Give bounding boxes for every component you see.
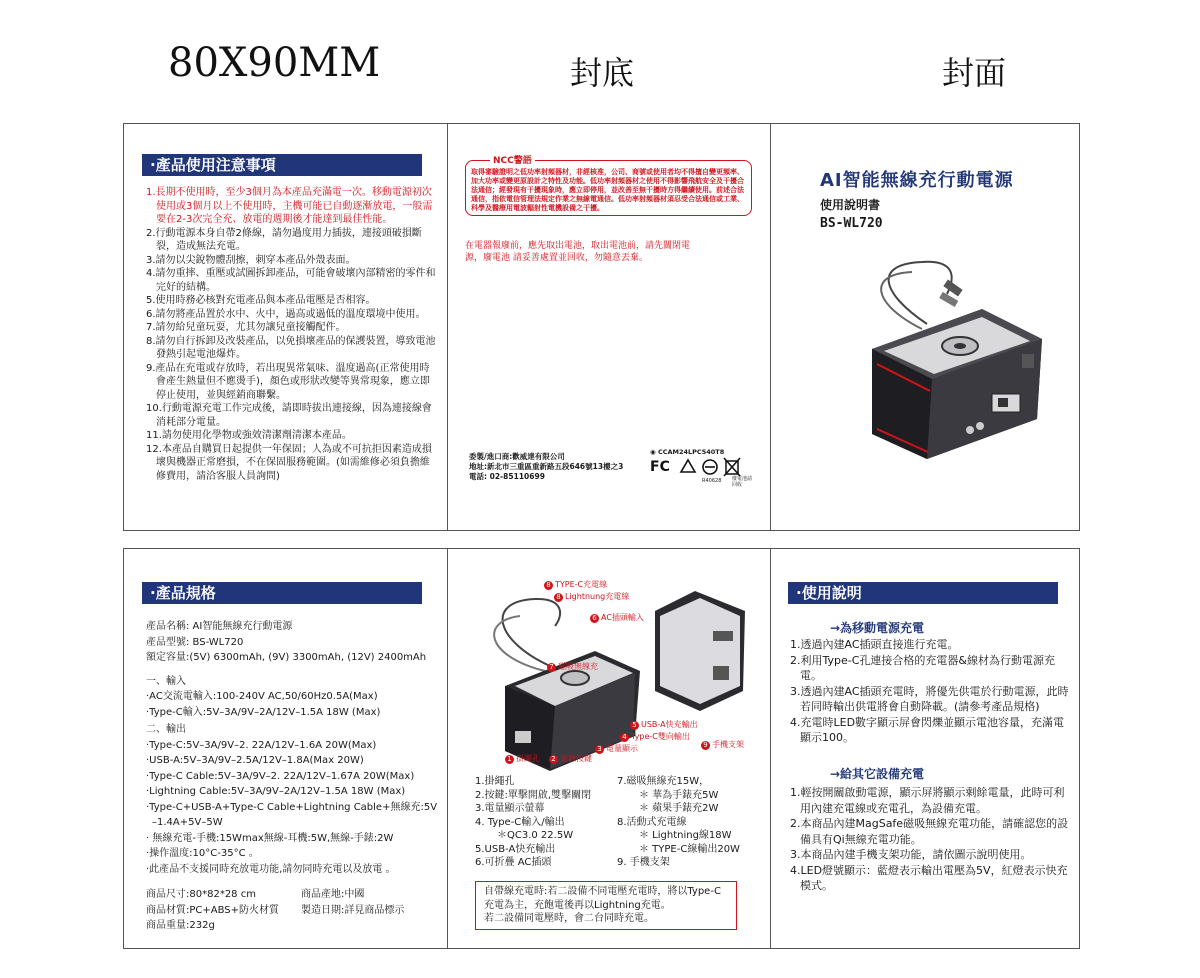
part-item: ＊QC3.0 22.5W — [497, 830, 574, 841]
sheet-inside — [123, 548, 1080, 949]
charging-note-box — [475, 881, 737, 930]
callout-battery-display: 3 電量顯示 — [595, 743, 638, 754]
spec-output: ·Type-C+USB-A+Type-C Cable+Lightning Cable+無線充:5V — [146, 801, 438, 813]
part-item: ＊ Lightning線18W — [639, 830, 732, 841]
precaution-item: 10.行動電源充電工作完成後，請即時拔出連接線，因為連接線會消耗部分電量。 — [146, 403, 432, 428]
callout-magnetic-wireless: 7 磁吸無線充 — [547, 661, 598, 672]
callout-lanyard-hole: 1 掛繩孔 — [505, 753, 540, 764]
company-phone: 電話: 02-85110699 — [469, 472, 545, 481]
usage-heading: ·使用說明 — [788, 582, 1058, 604]
part-item: 8.活動式充電線 — [617, 816, 687, 828]
charge-devices-title: →給其它設備充電 — [830, 767, 925, 781]
recycle-icon — [681, 460, 695, 472]
part-item: 6.可折疊 AC插頭 — [475, 857, 552, 868]
spec-size: 商品尺寸:80*82*28 cm — [146, 889, 256, 900]
company-info — [469, 452, 649, 482]
spec-input-title: 一、輸入 — [146, 675, 186, 687]
precaution-item: 7.請勿給兒童玩耍，尤其勿讓兒童接觸配件。 — [146, 322, 346, 333]
callout-typec-port: 4 Type-C雙向輸出 — [620, 731, 690, 742]
spec-line: 額定容量:(5V) 6300mAh, (9V) 3300mAh, (12V) 2400mAh — [146, 652, 427, 663]
spec-output: –1.4A+5V–5W — [152, 817, 223, 828]
ncc-circle-icon: ◉ — [650, 448, 656, 456]
usage-item: 1.透過內建AC插頭直接進行充電。 — [790, 638, 959, 651]
part-item: 3.電量顯示螢幕 — [475, 803, 545, 814]
callout-power-button: 2 電源按鍵 — [549, 753, 592, 764]
precaution-item: 4.請勿重摔、重壓或試圖拆卸產品，可能會破壞內部精密的零件和完好的結構。 — [146, 268, 436, 293]
spec-output: ·Type-C:5V–3A/9V–2. 22A/12V–1.6A 20W(Max) — [146, 739, 377, 751]
charge-devices-list — [790, 785, 1070, 894]
front-cover-label: 封面 — [942, 54, 1007, 92]
charge-powerbank-title: →為移動電源充電 — [830, 621, 925, 635]
back-cover-label: 封底 — [570, 54, 635, 92]
spec-row — [146, 887, 446, 903]
spec-output: ·USB-A:5V–3A/9V–2.5A/12V–1.8A(Max 20W) — [146, 755, 364, 766]
part-item: ＊ TYPE-C線輸出20W — [639, 843, 740, 855]
spec-line: 產品名稱: AI智能無線充行動電源 — [146, 621, 293, 632]
ncc-id-text: CCAM24LPC540T8 — [657, 448, 725, 456]
product-image — [832, 254, 1052, 464]
precaution-item: 1.長期不使用時，至少3個月為本產品充滿電一次。移動電源初次使用或3個月以上不使用時，主機可能已自動逐漸放電，一般需要在2-3次完全充、放電的週期後才能達到最佳性能。 — [146, 187, 433, 225]
spec-input: ·Type-C輸入:5V–3A/9V–2A/12V–1.5A 18W (Max) — [146, 706, 381, 718]
specs-heading: ·產品規格 — [142, 582, 422, 604]
bin-icon — [724, 458, 740, 476]
ncc-id — [650, 448, 765, 456]
callout-typec-cable: 8 TYPE-C充電線 — [544, 579, 607, 590]
charge-powerbank-list — [790, 637, 1070, 746]
precaution-item: 3.請勿以尖銳物體刮擦，刺穿本產品外殼表面。 — [146, 254, 356, 266]
company-name: 委製/進口商:歡威達有限公司 — [469, 452, 565, 461]
precaution-item: 6.請勿將產品置於水中、火中，過高或過低的溫度環境中使用。 — [146, 308, 426, 320]
usage-item: 4.充電時LED數字顯示屏會閃爍並顯示電池容量，充滿電顯示100。 — [790, 715, 1065, 744]
usage-item: 1.輕按開關啟動電源，顯示屏將顯示剩餘電量，此時可利用內建充電線或充電孔，為設備充電。 — [790, 786, 1065, 815]
usage-panel — [770, 549, 1081, 948]
part-item: ＊ 華為手錶充5W — [639, 789, 719, 801]
specs-panel — [124, 549, 447, 948]
precautions-panel — [124, 124, 447, 530]
part-item: 9. 手機支架 — [617, 857, 670, 868]
battery-warning: 在電器報廢前，應先取出電池，取出電池前，請先關閉電源，廢電池 請妥善處置並回收，勿隨意丟棄。 — [465, 241, 691, 263]
spec-output: · 無線充電-手機:15Wmax無線-耳機:5W,無線-手錶:2W — [146, 832, 394, 844]
ncc-text: 取得審驗證明之低功率射頻器材，非經核准，公司、商號或使用者均不得擅自變更頻率、加大功率或變更原設計之特性及功能。低功率射頻器材之使用不得影響飛航安全及干擾合法通信；經發現有干擾現象時，應立即停用，並改善至無干擾時方得繼續使用。前述合法通信，指依電信管理法規定作業之無線電通信。低功率射頻器材須忍受合法通信或工業、科學及醫療用電波輻射性電機設備之干擾。 — [471, 168, 744, 212]
usage-item: 2.本商品內建MagSafe磁吸無線充電功能，請確認您的設備具有Qi無線充電功能。 — [790, 817, 1069, 846]
cover-title: AI智能無線充行動電源 — [820, 170, 1014, 191]
ncc-title: NCC警語 — [490, 153, 535, 166]
size-label: 80X90MM — [168, 40, 381, 86]
company-address: 地址:新北市三重區重新路五段646號13樓之3 — [469, 462, 624, 471]
spec-mfg-date: 製造日期:詳見商品標示 — [301, 904, 405, 916]
specs-list — [146, 619, 446, 934]
ce-code: R40628 — [702, 478, 722, 484]
sheet-outside — [123, 123, 1080, 531]
spec-line: 產品型號: BS-WL720 — [146, 636, 244, 648]
usage-item: 4.LED燈號顯示：藍燈表示輸出電壓為5V，紅燈表示快充模式。 — [790, 863, 1068, 892]
ncc-warning-box — [465, 156, 752, 216]
precautions-heading: ·產品使用注意事項 — [142, 154, 422, 176]
front-cover-panel — [770, 124, 1081, 530]
spec-output: ·此產品不支援同時充放電功能,請勿同時充電以及放電 。 — [146, 863, 396, 875]
spec-output: ·操作溫度:10°C-35°C 。 — [146, 848, 259, 859]
fc-icon: FC — [650, 459, 670, 475]
note-line: 若二設備同電壓時，會二台同時充電。 — [484, 913, 654, 924]
spec-origin: 商品產地:中國 — [301, 889, 365, 900]
spec-input: ·AC交流電輸入:100-240V AC,50/60Hz0.5A(Max) — [146, 691, 378, 702]
usage-item: 2.利用Type-C孔連接合格的充電器&線材為行動電源充電。 — [790, 653, 1055, 682]
part-item: ＊ 蘋果手錶充2W — [639, 803, 719, 814]
part-item: 2.按鍵:單擊開啟,雙擊關閉 — [475, 789, 592, 801]
spec-row — [146, 903, 446, 919]
parts-right — [617, 775, 767, 870]
spec-output: ·Type-C Cable:5V–3A/9V–2. 22A/12V–1.67A 20W(Max) — [146, 770, 415, 782]
back-cover-panel — [447, 124, 770, 530]
callout-lightning-cable: 8 Lightnung充電線 — [554, 591, 629, 602]
precaution-item: 11.請勿使用化學物或強效清潔劑清潔本產品。 — [146, 430, 352, 441]
precaution-item: 9.產品在充電或存放時，若出現異常氣味、溫度過高(正常使用時會產生熱量但不應燙手)，顏色或形狀改變等異常現象，應立即停止使用，並與經銷商聯繫。 — [146, 362, 430, 401]
callout-ac-plug: 6 AC插頭輸入 — [590, 612, 644, 623]
cover-subtitle: 使用說明書 — [820, 198, 881, 212]
note-line: 充電為主，充飽電後再以Lightning充電。 — [484, 899, 671, 911]
diagram-panel — [447, 549, 770, 948]
precaution-item: 5.使用時務必核對充電產品與本產品電壓是否相容。 — [146, 295, 376, 306]
spec-weight: 商品重量:232g — [146, 920, 215, 931]
ce-icon — [703, 460, 717, 474]
precaution-item: 2.行動電源本身自帶2條線，請勿過度用力插拔，連接頭破損斷裂，造成無法充電。 — [146, 227, 422, 252]
precaution-item: 12.本產品自購買日起提供一年保固；人為或不可抗拒因素造成損壞與機器正常磨損，不在保固服務範圍。(如需維修必須負擔維修費用，請洽客服人員詢問) — [146, 443, 432, 482]
parts-left — [475, 775, 625, 870]
precautions-list — [146, 186, 436, 483]
callout-usb-a: 5 USB-A快充輸出 — [630, 719, 698, 730]
part-item: 5.USB-A快充輸出 — [475, 843, 556, 855]
certification-marks — [650, 448, 765, 488]
usage-item: 3.本商品內建手機支架功能，請依圖示說明使用。 — [790, 848, 1032, 861]
part-item: 7.磁吸無線充15W， — [617, 776, 710, 787]
usage-item: 3.透過內建AC插頭充電時，將優先供電於行動電源，此時若同時輸出供電將會自動降載。(請參考產品規格) — [790, 684, 1069, 713]
spec-output: ·Lightning Cable:5V–3A/9V–2A/12V–1.5A 18W (Max) — [146, 786, 406, 797]
certification-icons — [650, 457, 762, 477]
spec-material: 商品材質:PC+ABS+防火材質 — [146, 904, 280, 916]
part-item: 4. Type-C輸入/輸出 — [475, 816, 565, 828]
note-line: 自帶線充電時:若二設備不同電壓充電時，將以Type-C — [484, 886, 721, 897]
part-item: 1.掛繩孔 — [475, 776, 515, 787]
cover-model: BS-WL720 — [820, 216, 883, 231]
precaution-item: 8.請勿自行拆卸及改裝產品，以免損壞產品的保護裝置，導致電池發熱引起電池爆炸。 — [146, 335, 436, 360]
spec-output-title: 二、輸出 — [146, 724, 186, 735]
recycle-label: 廢電池請回收 — [732, 476, 753, 488]
callout-phone-stand: 9 手機支架 — [701, 739, 744, 750]
